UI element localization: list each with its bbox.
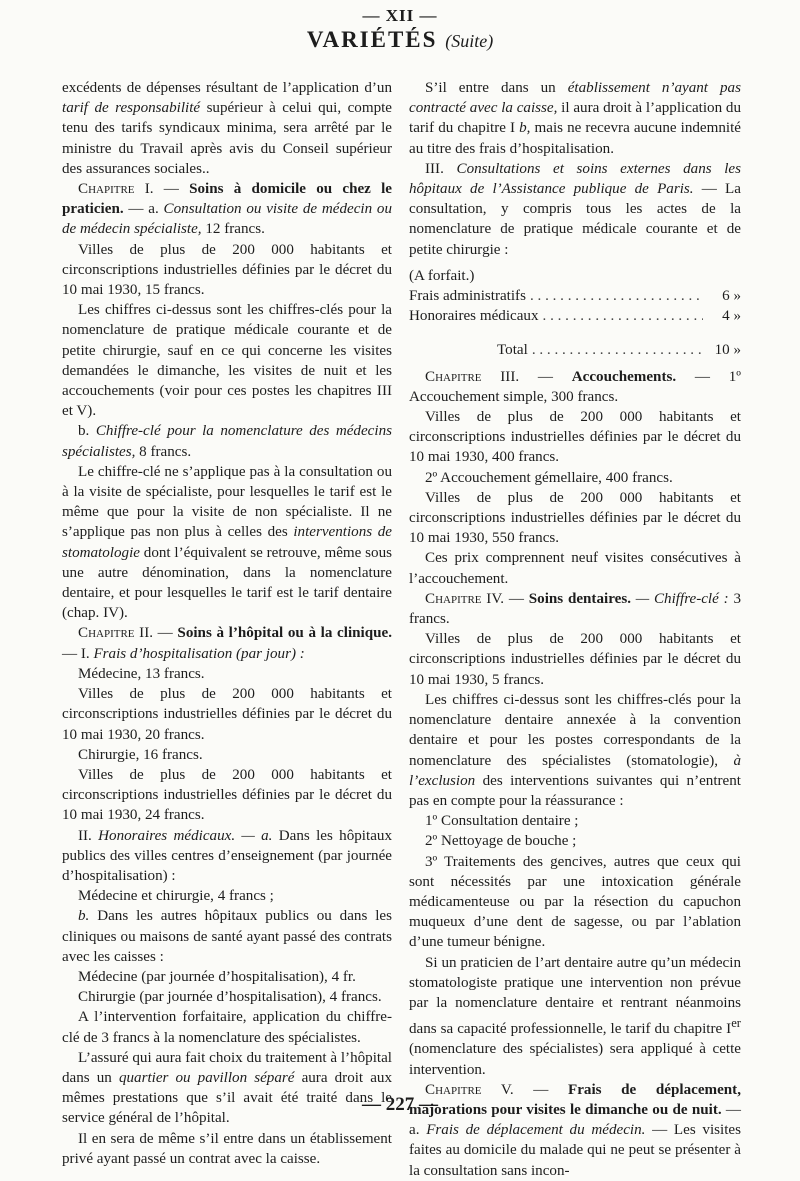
text: — Les visites faites au domicile du malade qui ne peut se présenter à la consultation sans incon- <box>409 1122 741 1179</box>
text: Le chiffre-clé ne s’applique pas à la consultation ou à la visite de spécialiste, pour lesquelles le tarif est le même que pour la visite de non spécialiste. Il ne s’applique pas non plus à celles des <box>62 463 392 541</box>
paragraph-medecine-chirurgie: Médecine et chirurgie, 4 francs ; <box>78 888 274 905</box>
leader-dots <box>543 306 703 326</box>
emphasis: Chiffre-clé pour la nomenclature des médecins spécialistes, <box>62 423 392 460</box>
text: (nomenclature des spécialistes) sera appliqué à cette intervention. <box>409 1041 741 1078</box>
text: Si un praticien de l’art dentaire autre qu’un médecin stomatologiste pratique une intervention non prévue par la nomenclature dentaire et rentrant néanmoins dans sa capacité professionnelle, le tarif du chapitre I <box>409 954 741 1038</box>
chapter-title: Soins à l’hôpital ou à la clinique. <box>177 625 392 642</box>
paragraph-medecine-4: Médecine (par journée d’hospitalisation), 4 fr. <box>78 968 356 985</box>
emphasis: établissement n’ayant pas contracté avec la caisse, <box>409 80 741 117</box>
chapter-label: Chapitre IV. — <box>425 590 524 607</box>
text: aura droit aux mêmes prestations que s’il avait été traité dans le service général de l’hôpital. <box>62 1069 392 1127</box>
text: S’il entre dans un <box>425 80 556 96</box>
emphasis: b. <box>78 908 90 925</box>
paragraph-medecine-13: Médecine, 13 francs. <box>78 665 205 682</box>
text: II. <box>78 827 92 844</box>
list-item-nettoyage: 2º Nettoyage de bouche ; <box>425 833 577 850</box>
left-column <box>62 78 392 1169</box>
fee-value: 4 » <box>722 308 741 325</box>
leader-dots <box>530 286 703 306</box>
text: 3 francs. <box>409 590 741 628</box>
text: — a. <box>409 1101 741 1139</box>
chapter-title: Accouchements. <box>571 368 677 385</box>
fee-label: Frais administratifs <box>409 288 526 305</box>
paragraph-b-specialistes <box>62 421 392 461</box>
emphasis: Consultations et soins externes dans les hôpitaux de l’Assistance publique de Paris. <box>409 160 742 198</box>
list-item-consultation: 1º Consultation dentaire ; <box>425 813 579 830</box>
paragraph-sil-entre <box>409 78 741 159</box>
paragraph-b-hopitaux <box>62 906 392 967</box>
emphasis: Consultation ou visite de médecin ou de médecin spécialiste, <box>62 201 393 238</box>
text: 12 francs. <box>205 221 265 238</box>
paragraph-chirurgie-4: Chirurgie (par journée d’hospitalisation), 4 francs. <box>78 989 382 1006</box>
text: Dans les autres hôpitaux publics ou dans les cliniques ou maisons de santé ayant passé des contrats avec les caisses : <box>62 908 392 965</box>
paragraph-meme: Il en sera de même s’il entre dans un établissement privé ayant passé un contrat avec la caisse. <box>62 1130 392 1167</box>
text: Les chiffres ci-dessus sont les chiffres-clés pour la nomenclature dentaire annexée à la convention dentaire et pour les postes correspondants de la nomenclature des spécialistes (stomatologie), <box>409 691 741 769</box>
section-title-main: VARIÉTÉS <box>306 27 438 52</box>
paragraph-chiffres-dentaires <box>409 690 741 811</box>
text: L’assuré qui aura fait choix du traitement à l’hôpital dans un <box>62 1049 392 1086</box>
chapter-label: Chapitre V. — <box>425 1081 549 1098</box>
paragraph-praticien <box>409 953 741 1080</box>
paragraph-neuf-visites: Ces prix comprennent neuf visites consécutives à l’accouchement. <box>409 550 741 587</box>
text: il aura droit à l’application du tarif du chapitre I <box>409 100 741 137</box>
fee-value: 6 » <box>722 288 741 305</box>
paragraph-gemellaire: 2º Accouchement gémellaire, 400 francs. <box>425 469 673 486</box>
section-title-suite: (Suite) <box>445 31 494 51</box>
chapter-label: Chapitre I. — <box>78 181 179 198</box>
chapter-title: Soins dentaires. <box>528 590 631 607</box>
fee-row <box>409 306 741 326</box>
total-value: 10 » <box>714 342 741 359</box>
chapter-title: Soins à domicile ou chez le praticien. <box>62 181 392 218</box>
text: mais ne recevra aucune indemnité au titre des frais d’hospitalisation. <box>409 120 741 157</box>
total-label: Total <box>497 342 528 359</box>
emphasis: Frais d’hospitalisation (par jour) : <box>93 645 305 662</box>
chapter-2 <box>62 623 392 663</box>
list-item-traitements: 3º Traitements des gencives, autres que ceux qui sont nécessités par une intoxication générale médicamenteuse ou par la résection du capuchon muqueux d’une dent de sagesse, ou par l’ablation d’une tumeur bénigne. <box>409 853 741 951</box>
paragraph-villes-4: Villes de plus de 200 000 habitants et circonscriptions industrielles définies par le décret du 10 mai 1930, 400 francs. <box>409 409 741 466</box>
paragraph-villes-3: Villes de plus de 200 000 habitants et circonscriptions industrielles définies par le décret du 10 mai 1930, 24 francs. <box>62 766 392 824</box>
emphasis: Honoraires médicaux. — a. <box>98 827 273 844</box>
chapter-1 <box>62 179 392 240</box>
emphasis: — Chiffre-clé : <box>635 590 729 607</box>
emphasis: Frais de déplacement du médecin. <box>426 1122 646 1139</box>
emphasis: à l’exclusion <box>409 752 741 789</box>
page-number-footer: — 227 — <box>362 1094 438 1115</box>
paragraph-honoraires <box>62 826 392 887</box>
total-row <box>409 340 741 360</box>
chapter-label: Chapitre III. — <box>425 368 553 385</box>
paragraph-villes-6: Villes de plus de 200 000 habitants et circonscriptions industrielles définies par le décret du 10 mai 1930, 5 francs. <box>409 631 741 688</box>
text: III. <box>425 160 444 177</box>
text: 8 francs. <box>139 443 192 460</box>
emphasis: tarif de responsabilité <box>62 100 201 117</box>
fee-label: Honoraires médicaux <box>409 308 539 325</box>
text: — 1º Accouchement simple, 300 francs. <box>409 368 741 405</box>
text: supérieur à celui qui, compte tenu des tarifs syndicaux minima, sera arrêté par le ministre du Travail après avis du Conseil supérieur des assurances sociales.. <box>62 100 393 177</box>
chapter-title: Frais de déplacement, majorations pour visites le dimanche ou de nuit. <box>409 1081 741 1118</box>
leader-dots <box>532 340 703 360</box>
forfait-label: (A forfait.) <box>409 267 475 284</box>
text: — a. <box>128 201 159 218</box>
paragraph-assure <box>62 1048 392 1129</box>
text: excédents de dépenses résultant de l’application d’un <box>62 80 392 96</box>
text: — I. <box>62 645 90 662</box>
paragraph-chiffre-cle <box>62 462 392 624</box>
text: — La consultation, y compris tous les actes de la nomenclature de pratique médicale courante et de petite chirurgie : <box>409 181 741 258</box>
text: Dans les hôpitaux publics des villes centres d’enseignement (par journée d’hospitalisation) : <box>62 827 392 884</box>
right-column <box>409 78 741 1181</box>
superscript: er <box>731 1016 741 1031</box>
emphasis: b, <box>519 120 531 137</box>
paragraph-chirurgie-16: Chirurgie, 16 francs. <box>78 746 203 763</box>
fee-row <box>409 286 741 306</box>
emphasis: interventions de stomatologie <box>62 524 393 561</box>
text: b. <box>78 423 90 440</box>
section-title <box>0 27 800 53</box>
emphasis: quartier ou pavillon séparé <box>118 1069 295 1086</box>
paragraph-villes-5: Villes de plus de 200 000 habitants et circonscriptions industrielles définies par le décret du 10 mai 1930, 550 francs. <box>409 489 741 547</box>
chapter-3 <box>409 367 741 407</box>
text: dont l’équivalent se retrouve, même sous une autre dénomination, dans la nomenclature dentaire, et pour lesquelles le tarif est le tarif dentaire (chap. IV). <box>62 544 392 622</box>
paragraph-excedents <box>62 78 392 179</box>
paragraph-consultations <box>409 159 741 260</box>
chapter-4 <box>409 589 741 629</box>
page-header <box>0 6 800 53</box>
paragraph-villes-2: Villes de plus de 200 000 habitants et circonscriptions industrielles définies par le décret du 10 mai 1930, 20 francs. <box>62 686 392 743</box>
paragraph-intervention: A l’intervention forfaitaire, application du chiffre-clé de 3 francs à la nomenclature des spécialistes. <box>62 1009 392 1046</box>
chapter-label: Chapitre II. — <box>78 625 173 642</box>
roman-page-number: — XII — <box>362 6 438 25</box>
paragraph-chiffres-cles: Les chiffres ci-dessus sont les chiffres-clés pour la nomenclature de pratique médicale courante et de petite chirurgie, sauf en ce qui concerne les visites demandées le dimanche, les visites de nuit et les accouchements (voir pour ces postes les chapitres III et V). <box>62 302 392 420</box>
text: des interventions suivantes qui n’entrent pas en compte pour la réassurance : <box>409 772 741 809</box>
paragraph-villes-1: Villes de plus de 200 000 habitants et circonscriptions industrielles définies par le décret du 10 mai 1930, 15 francs. <box>62 241 392 299</box>
